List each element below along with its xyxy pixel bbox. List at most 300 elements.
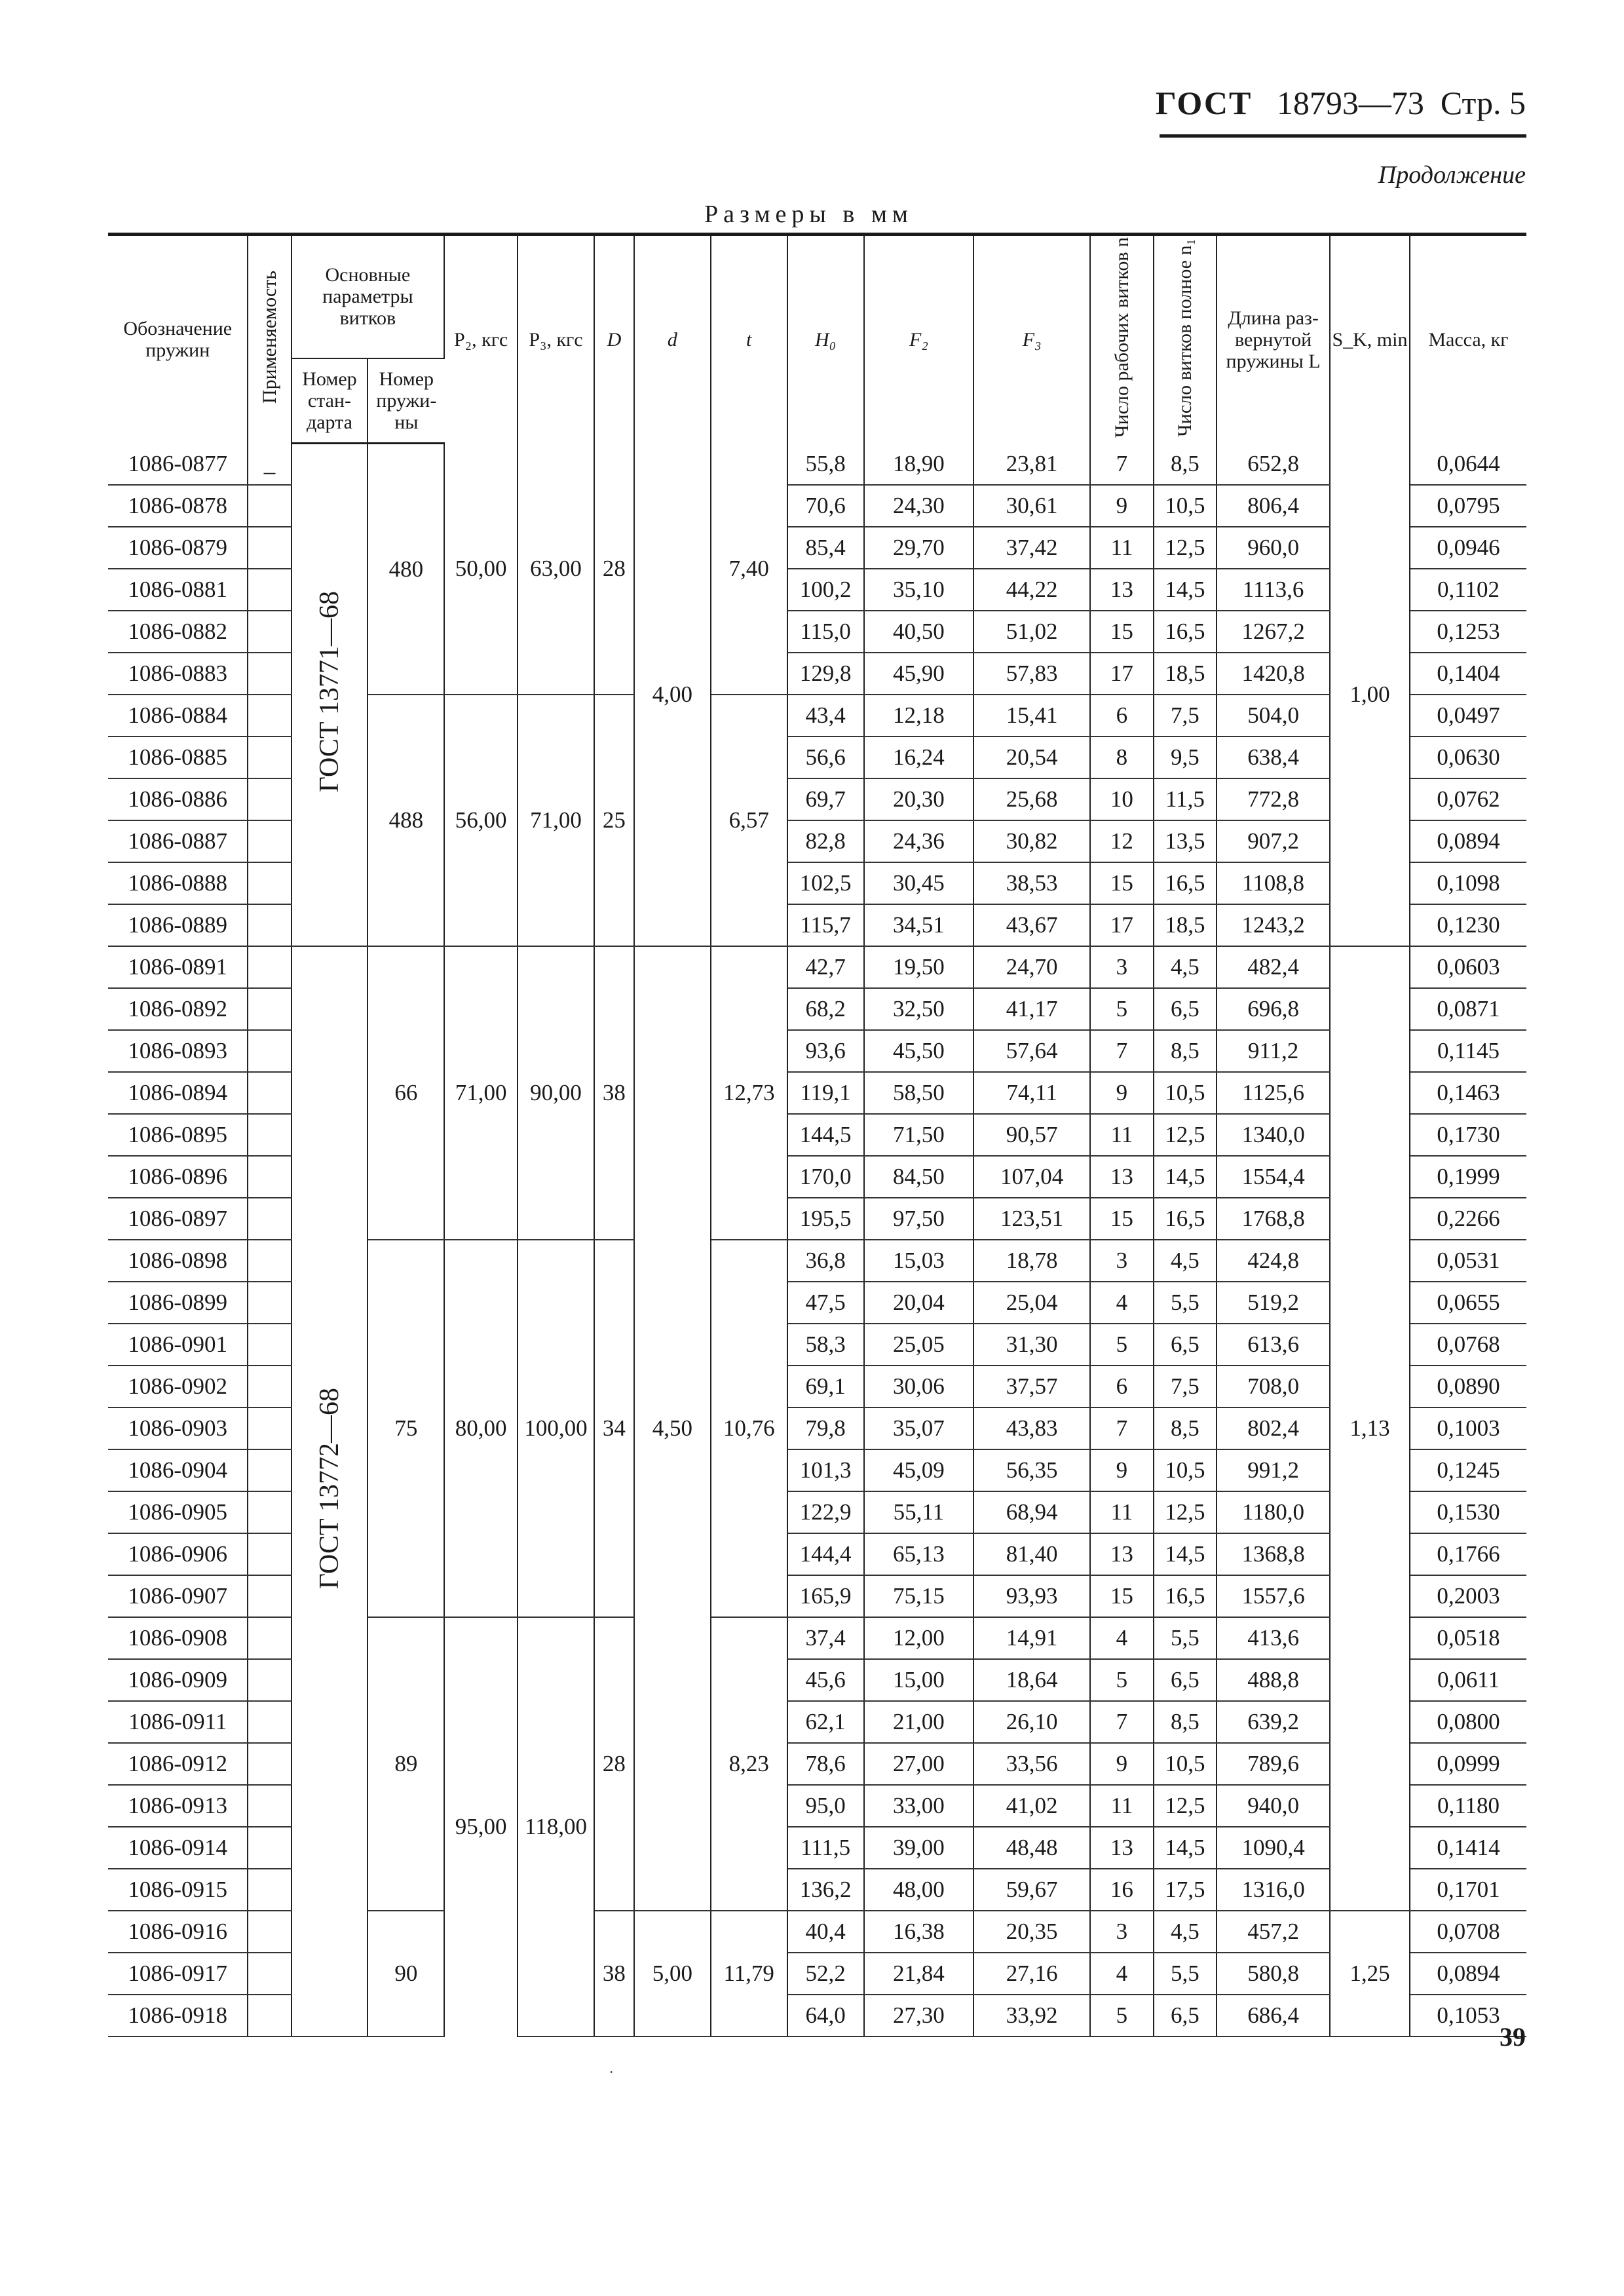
D-value: 28 <box>594 444 634 695</box>
h0-value: 165,9 <box>787 1575 864 1617</box>
col-n1: Число витков полное n₁ <box>1154 235 1217 444</box>
n-value: 13 <box>1090 569 1154 611</box>
applicability-cell <box>248 1366 291 1407</box>
t-value: 8,23 <box>711 1617 787 1911</box>
h0-value: 45,6 <box>787 1659 864 1701</box>
n-value: 15 <box>1090 611 1154 653</box>
n-value: 11 <box>1090 1785 1154 1827</box>
spring-code: 1086-0885 <box>108 737 248 778</box>
f2-value: 65,13 <box>864 1533 974 1575</box>
f3-value: 41,02 <box>973 1785 1090 1827</box>
f2-value: 35,07 <box>864 1407 974 1449</box>
f2-value: 35,10 <box>864 569 974 611</box>
f2-value: 24,30 <box>864 485 974 527</box>
t-value: 6,57 <box>711 695 787 946</box>
spring-code: 1086-0892 <box>108 988 248 1030</box>
l-value: 424,8 <box>1217 1240 1330 1282</box>
col-p2: P₂, кгс <box>444 235 518 444</box>
f2-value: 21,00 <box>864 1701 974 1743</box>
h0-value: 85,4 <box>787 527 864 569</box>
t-value: 11,79 <box>711 1911 787 2037</box>
applicability-cell <box>248 1617 291 1659</box>
h0-value: 170,0 <box>787 1156 864 1198</box>
l-value: 1243,2 <box>1217 904 1330 946</box>
applicability-cell <box>248 1911 291 1953</box>
f3-value: 23,81 <box>973 444 1090 485</box>
h0-value: 69,7 <box>787 778 864 820</box>
l-value: 639,2 <box>1217 1701 1330 1743</box>
mass-value: 0,1414 <box>1410 1827 1526 1869</box>
n-value: 9 <box>1090 1449 1154 1491</box>
f3-value: 37,42 <box>973 527 1090 569</box>
n1-value: 12,5 <box>1154 527 1217 569</box>
h0-value: 93,6 <box>787 1030 864 1072</box>
f2-value: 55,11 <box>864 1491 974 1533</box>
D-value: 28 <box>594 1617 634 1911</box>
n1-value: 10,5 <box>1154 1743 1217 1785</box>
f2-value: 45,50 <box>864 1030 974 1072</box>
l-value: 1768,8 <box>1217 1198 1330 1240</box>
spring-code: 1086-0888 <box>108 862 248 904</box>
n-value: 11 <box>1090 1491 1154 1533</box>
mass-value: 0,0518 <box>1410 1617 1526 1659</box>
applicability-cell <box>248 1743 291 1785</box>
h0-value: 56,6 <box>787 737 864 778</box>
h0-value: 122,9 <box>787 1491 864 1533</box>
applicability-cell <box>248 1575 291 1617</box>
spring-number: 66 <box>368 946 444 1240</box>
table-row <box>108 946 1526 988</box>
f3-value: 37,57 <box>973 1366 1090 1407</box>
mass-value: 0,1053 <box>1410 1995 1526 2037</box>
h0-value: 64,0 <box>787 1995 864 2037</box>
h0-value: 100,2 <box>787 569 864 611</box>
n1-value: 12,5 <box>1154 1785 1217 1827</box>
h0-value: 136,2 <box>787 1869 864 1911</box>
col-std-number: Номер стан-дарта <box>292 358 368 444</box>
applicability-cell <box>248 737 291 778</box>
spring-code: 1086-0916 <box>108 1911 248 1953</box>
f3-value: 57,64 <box>973 1030 1090 1072</box>
spring-code: 1086-0896 <box>108 1156 248 1198</box>
t-value: 12,73 <box>711 946 787 1240</box>
f2-value: 45,09 <box>864 1449 974 1491</box>
mass-value: 0,0531 <box>1410 1240 1526 1282</box>
applicability-cell <box>248 1869 291 1911</box>
h0-value: 42,7 <box>787 946 864 988</box>
applicability-cell <box>248 653 291 695</box>
D-value: 25 <box>594 695 634 946</box>
applicability-cell <box>248 1449 291 1491</box>
mass-value: 0,2266 <box>1410 1198 1526 1240</box>
h0-value: 129,8 <box>787 653 864 695</box>
n-value: 15 <box>1090 862 1154 904</box>
applicability-cell <box>248 904 291 946</box>
mass-value: 0,0768 <box>1410 1324 1526 1366</box>
header-number: 18793—73 <box>1276 85 1424 121</box>
mass-value: 0,1999 <box>1410 1156 1526 1198</box>
f2-value: 30,06 <box>864 1366 974 1407</box>
n1-value: 17,5 <box>1154 1869 1217 1911</box>
f2-value: 71,50 <box>864 1114 974 1156</box>
mass-value: 0,0894 <box>1410 1953 1526 1995</box>
spring-code: 1086-0898 <box>108 1240 248 1282</box>
f2-value: 84,50 <box>864 1156 974 1198</box>
f2-value: 25,05 <box>864 1324 974 1366</box>
f3-value: 24,70 <box>973 946 1090 988</box>
h0-value: 115,7 <box>787 904 864 946</box>
f2-value: 75,15 <box>864 1575 974 1617</box>
f2-value: 32,50 <box>864 988 974 1030</box>
l-value: 1113,6 <box>1217 569 1330 611</box>
f3-value: 44,22 <box>973 569 1090 611</box>
mass-value: 0,1098 <box>1410 862 1526 904</box>
mass-value: 0,0611 <box>1410 1659 1526 1701</box>
std-g2 <box>292 946 368 2037</box>
n-value: 15 <box>1090 1198 1154 1240</box>
f3-value: 59,67 <box>973 1869 1090 1911</box>
applicability-cell <box>248 946 291 988</box>
applicability-cell <box>248 1282 291 1324</box>
n-value: 3 <box>1090 1240 1154 1282</box>
standard-label: ГОСТ 13771—68 <box>314 591 345 793</box>
spring-code: 1086-0881 <box>108 569 248 611</box>
sk-value: 1,00 <box>1330 444 1410 946</box>
sk-value: 1,13 <box>1330 946 1410 1911</box>
col-sk: S_K, min <box>1330 235 1410 444</box>
n-value: 7 <box>1090 1701 1154 1743</box>
n1-value: 12,5 <box>1154 1491 1217 1533</box>
h0-value: 101,3 <box>787 1449 864 1491</box>
f3-value: 123,51 <box>973 1198 1090 1240</box>
n1-value: 4,5 <box>1154 1911 1217 1953</box>
f3-value: 41,17 <box>973 988 1090 1030</box>
f3-value: 25,04 <box>973 1282 1090 1324</box>
l-value: 580,8 <box>1217 1953 1330 1995</box>
col-D: D <box>594 235 634 444</box>
f3-value: 18,78 <box>973 1240 1090 1282</box>
mass-value: 0,0630 <box>1410 737 1526 778</box>
mass-value: 0,0497 <box>1410 695 1526 737</box>
h0-value: 47,5 <box>787 1282 864 1324</box>
l-value: 1316,0 <box>1217 1869 1330 1911</box>
n1-value: 7,5 <box>1154 695 1217 737</box>
n1-value: 7,5 <box>1154 1366 1217 1407</box>
table-row <box>108 444 1526 485</box>
col-applicability: Применяемость <box>248 235 291 444</box>
D-value: 34 <box>594 1240 634 1617</box>
n-value: 8 <box>1090 737 1154 778</box>
f3-value: 33,92 <box>973 1995 1090 2037</box>
h0-value: 55,8 <box>787 444 864 485</box>
spring-code: 1086-0903 <box>108 1407 248 1449</box>
spring-number: 488 <box>368 695 444 946</box>
f3-value: 38,53 <box>973 862 1090 904</box>
mass-value: 0,1730 <box>1410 1114 1526 1156</box>
h0-value: 144,4 <box>787 1533 864 1575</box>
col-h0: H₀ <box>787 235 864 444</box>
h0-value: 40,4 <box>787 1911 864 1953</box>
f3-value: 74,11 <box>973 1072 1090 1114</box>
col-d: d <box>634 235 711 444</box>
f2-value: 39,00 <box>864 1827 974 1869</box>
f2-value: 19,50 <box>864 946 974 988</box>
applicability-cell <box>248 1785 291 1827</box>
f3-value: 33,56 <box>973 1743 1090 1785</box>
f2-value: 45,90 <box>864 653 974 695</box>
spring-code: 1086-0915 <box>108 1869 248 1911</box>
f3-value: 43,83 <box>973 1407 1090 1449</box>
h0-value: 78,6 <box>787 1743 864 1785</box>
n-value: 17 <box>1090 653 1154 695</box>
p2-value: 95,00 <box>444 1617 518 2037</box>
l-value: 519,2 <box>1217 1282 1330 1324</box>
n1-value: 5,5 <box>1154 1617 1217 1659</box>
spring-code: 1086-0893 <box>108 1030 248 1072</box>
n1-value: 5,5 <box>1154 1953 1217 1995</box>
mass-value: 0,1530 <box>1410 1491 1526 1533</box>
h0-value: 95,0 <box>787 1785 864 1827</box>
f2-value: 20,30 <box>864 778 974 820</box>
spring-code: 1086-0918 <box>108 1995 248 2037</box>
n-value: 4 <box>1090 1953 1154 1995</box>
n1-value: 8,5 <box>1154 1701 1217 1743</box>
f2-value: 16,38 <box>864 1911 974 1953</box>
col-n: Число рабочих витков n <box>1090 235 1154 444</box>
f2-value: 27,30 <box>864 1995 974 2037</box>
spring-code: 1086-0911 <box>108 1701 248 1743</box>
n1-value: 10,5 <box>1154 1072 1217 1114</box>
mass-value: 0,1003 <box>1410 1407 1526 1449</box>
n-value: 5 <box>1090 1659 1154 1701</box>
mass-value: 0,1145 <box>1410 1030 1526 1072</box>
n1-value: 18,5 <box>1154 904 1217 946</box>
applicability-cell <box>248 1659 291 1701</box>
l-value: 1368,8 <box>1217 1533 1330 1575</box>
n1-value: 12,5 <box>1154 1114 1217 1156</box>
applicability-cell <box>248 1953 291 1995</box>
applicability-cell <box>248 1324 291 1366</box>
h0-value: 119,1 <box>787 1072 864 1114</box>
l-value: 1180,0 <box>1217 1491 1330 1533</box>
f3-value: 90,57 <box>973 1114 1090 1156</box>
spring-code: 1086-0897 <box>108 1198 248 1240</box>
n-value: 3 <box>1090 946 1154 988</box>
p3-value: 118,00 <box>518 1617 594 2037</box>
l-value: 708,0 <box>1217 1366 1330 1407</box>
l-value: 911,2 <box>1217 1030 1330 1072</box>
applicability-cell <box>248 1533 291 1575</box>
spring-code: 1086-0909 <box>108 1659 248 1701</box>
n1-value: 14,5 <box>1154 1827 1217 1869</box>
n1-value: 6,5 <box>1154 1995 1217 2037</box>
h0-value: 79,8 <box>787 1407 864 1449</box>
f3-value: 30,61 <box>973 485 1090 527</box>
n-value: 7 <box>1090 1407 1154 1449</box>
n1-value: 14,5 <box>1154 1533 1217 1575</box>
mass-value: 0,0644 <box>1410 444 1526 485</box>
l-value: 652,8 <box>1217 444 1330 485</box>
l-value: 907,2 <box>1217 820 1330 862</box>
applicability-cell: _ <box>248 444 291 485</box>
col-f2: F₂ <box>864 235 974 444</box>
mass-value: 0,1102 <box>1410 569 1526 611</box>
D-value: 38 <box>594 1911 634 2037</box>
n-value: 13 <box>1090 1827 1154 1869</box>
n1-value: 13,5 <box>1154 820 1217 862</box>
table-body <box>108 444 1526 2037</box>
spring-number: 90 <box>368 1911 444 2037</box>
l-value: 1340,0 <box>1217 1114 1330 1156</box>
n1-value: 9,5 <box>1154 737 1217 778</box>
header-rule <box>1160 134 1526 138</box>
mass-value: 0,0655 <box>1410 1282 1526 1324</box>
h0-value: 70,6 <box>787 485 864 527</box>
f2-value: 18,90 <box>864 444 974 485</box>
col-L: Длина раз-вернутой пружины L <box>1217 235 1330 444</box>
f2-value: 97,50 <box>864 1198 974 1240</box>
l-value: 1557,6 <box>1217 1575 1330 1617</box>
spring-code: 1086-0912 <box>108 1743 248 1785</box>
f3-value: 48,48 <box>973 1827 1090 1869</box>
p2-value: 80,00 <box>444 1240 518 1617</box>
applicability-cell <box>248 1701 291 1743</box>
page-mark: · <box>609 2064 614 2080</box>
D-value: 38 <box>594 946 634 1240</box>
n-value: 7 <box>1090 1030 1154 1072</box>
n-value: 16 <box>1090 1869 1154 1911</box>
n1-value: 16,5 <box>1154 611 1217 653</box>
mass-value: 0,0946 <box>1410 527 1526 569</box>
t-value: 7,40 <box>711 444 787 695</box>
mass-value: 0,0603 <box>1410 946 1526 988</box>
applicability-cell <box>248 820 291 862</box>
f2-value: 30,45 <box>864 862 974 904</box>
f3-value: 27,16 <box>973 1953 1090 1995</box>
f3-value: 56,35 <box>973 1449 1090 1491</box>
l-value: 1108,8 <box>1217 862 1330 904</box>
f2-value: 15,00 <box>864 1659 974 1701</box>
h0-value: 69,1 <box>787 1366 864 1407</box>
n1-value: 6,5 <box>1154 1659 1217 1701</box>
n-value: 11 <box>1090 1114 1154 1156</box>
l-value: 991,2 <box>1217 1449 1330 1491</box>
d-value: 5,00 <box>634 1911 711 2037</box>
applicability-cell <box>248 1114 291 1156</box>
mass-value: 0,0708 <box>1410 1911 1526 1953</box>
n1-value: 8,5 <box>1154 444 1217 485</box>
h0-value: 144,5 <box>787 1114 864 1156</box>
applicability-cell <box>248 1240 291 1282</box>
spring-code: 1086-0904 <box>108 1449 248 1491</box>
header-page-label: Стр. 5 <box>1440 85 1526 121</box>
mass-value: 0,0871 <box>1410 988 1526 1030</box>
spring-code: 1086-0906 <box>108 1533 248 1575</box>
sk-value: 1,25 <box>1330 1911 1410 2037</box>
n1-value: 14,5 <box>1154 1156 1217 1198</box>
applicability-cell <box>248 1156 291 1198</box>
n1-value: 18,5 <box>1154 653 1217 695</box>
spring-code: 1086-0913 <box>108 1785 248 1827</box>
n1-value: 5,5 <box>1154 1282 1217 1324</box>
mass-value: 0,1245 <box>1410 1449 1526 1491</box>
mass-value: 0,0795 <box>1410 485 1526 527</box>
col-p3: P₃, кгс <box>518 235 594 444</box>
applicability-cell <box>248 1072 291 1114</box>
n-value: 15 <box>1090 1575 1154 1617</box>
spring-code: 1086-0902 <box>108 1366 248 1407</box>
mass-value: 0,1230 <box>1410 904 1526 946</box>
l-value: 1267,2 <box>1217 611 1330 653</box>
h0-value: 52,2 <box>787 1953 864 1995</box>
p3-value: 100,00 <box>518 1240 594 1617</box>
l-value: 686,4 <box>1217 1995 1330 2037</box>
l-value: 504,0 <box>1217 695 1330 737</box>
n-value: 5 <box>1090 1324 1154 1366</box>
mass-value: 0,0894 <box>1410 820 1526 862</box>
n1-value: 4,5 <box>1154 1240 1217 1282</box>
f3-value: 25,68 <box>973 778 1090 820</box>
mass-value: 0,1404 <box>1410 653 1526 695</box>
spring-code: 1086-0905 <box>108 1491 248 1533</box>
n-value: 6 <box>1090 695 1154 737</box>
col-mass: Масса, кг <box>1410 235 1526 444</box>
f2-value: 40,50 <box>864 611 974 653</box>
f2-value: 15,03 <box>864 1240 974 1282</box>
h0-value: 36,8 <box>787 1240 864 1282</box>
mass-value: 0,1463 <box>1410 1072 1526 1114</box>
applicability-cell <box>248 1491 291 1533</box>
n-value: 9 <box>1090 1072 1154 1114</box>
f3-value: 30,82 <box>973 820 1090 862</box>
f2-value: 58,50 <box>864 1072 974 1114</box>
mass-value: 0,2003 <box>1410 1575 1526 1617</box>
col-designation: Обозначение пружин <box>108 235 248 444</box>
l-value: 960,0 <box>1217 527 1330 569</box>
n1-value: 16,5 <box>1154 1198 1217 1240</box>
d-value: 4,50 <box>634 946 711 1911</box>
l-value: 482,4 <box>1217 946 1330 988</box>
h0-value: 62,1 <box>787 1701 864 1743</box>
h0-value: 37,4 <box>787 1617 864 1659</box>
f2-value: 12,00 <box>864 1617 974 1659</box>
t-value: 10,76 <box>711 1240 787 1617</box>
spring-code: 1086-0886 <box>108 778 248 820</box>
p2-value: 71,00 <box>444 946 518 1240</box>
l-value: 488,8 <box>1217 1659 1330 1701</box>
f3-value: 93,93 <box>973 1575 1090 1617</box>
mass-value: 0,1180 <box>1410 1785 1526 1827</box>
spring-number: 480 <box>368 444 444 695</box>
f2-value: 16,24 <box>864 737 974 778</box>
n1-value: 4,5 <box>1154 946 1217 988</box>
applicability-cell <box>248 485 291 527</box>
f3-value: 43,67 <box>973 904 1090 946</box>
dimensions-note: Размеры в мм <box>704 201 913 228</box>
f3-value: 31,30 <box>973 1324 1090 1366</box>
mass-value: 0,0999 <box>1410 1743 1526 1785</box>
n-value: 12 <box>1090 820 1154 862</box>
h0-value: 68,2 <box>787 988 864 1030</box>
f3-value: 20,54 <box>973 737 1090 778</box>
applicability-cell <box>248 1827 291 1869</box>
f2-value: 21,84 <box>864 1953 974 1995</box>
f3-value: 107,04 <box>973 1156 1090 1198</box>
col-f3: F₃ <box>973 235 1090 444</box>
n-value: 4 <box>1090 1282 1154 1324</box>
f3-value: 15,41 <box>973 695 1090 737</box>
applicability-cell <box>248 695 291 737</box>
